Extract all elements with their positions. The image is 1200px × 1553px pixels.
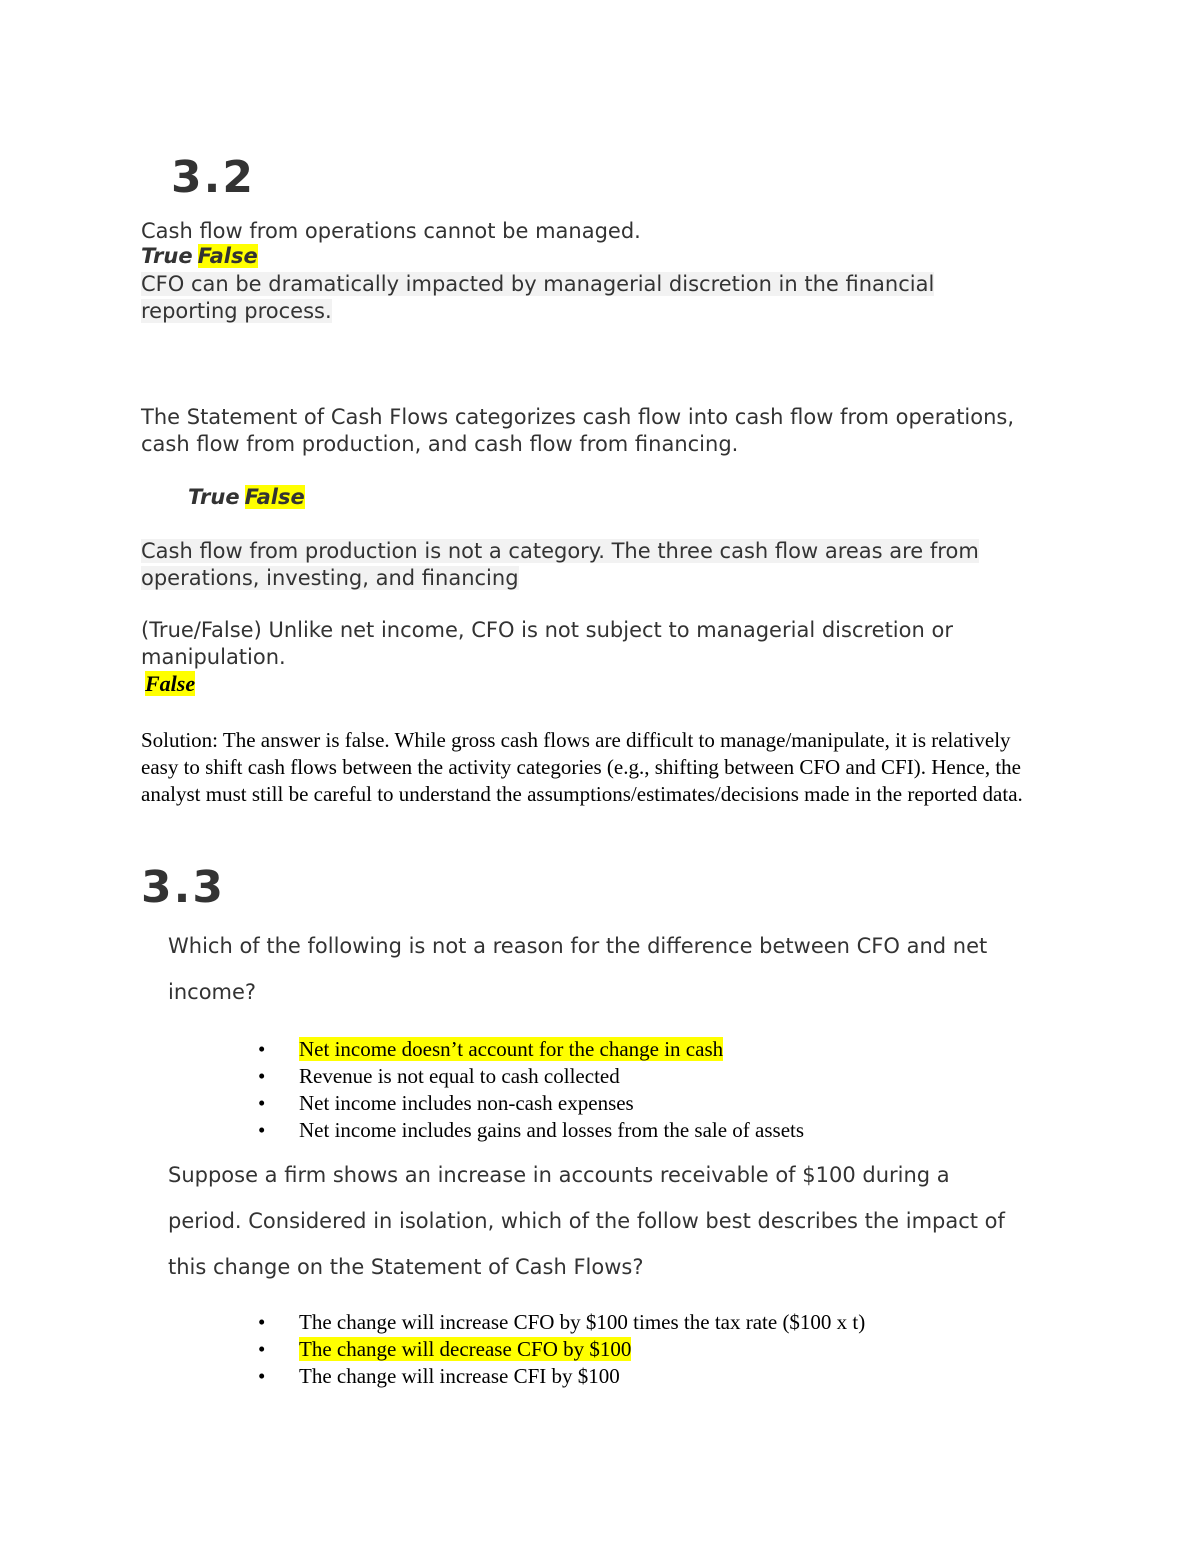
option-false-highlighted: False [197,244,258,268]
options-list-1 [258,1036,804,1144]
option-false-highlighted: False [244,485,305,509]
question-cfo-manipulation: (True/False) Unlike net income, CFO is not subject to managerial discretion or manipulation. [141,618,953,669]
question-cfo-vs-net-income: Which of the following is not a reason for the difference between CFO and net income? [168,934,988,1004]
option-item: • The change will increase CFO by $100 times the tax rate ($100 x t) [258,1310,866,1334]
answer-false: False [145,671,196,696]
bullet: • [258,1337,266,1361]
question-cash-flow-categories: The Statement of Cash Flows categorizes cash flow into cash flow from operations, cash flow from production, and cash flow from financing. [141,405,1015,456]
explanation-cash-flow-categories: Cash flow from production is not a category. The three cash flow areas are from operations, investing, and financing [141,539,979,590]
bullet: • [258,1064,266,1088]
bullet: • [258,1037,266,1061]
option-true: True [141,244,193,268]
bullet: • [258,1310,266,1334]
section-heading-3-2: 3.2 [171,152,255,203]
option-true: True [188,485,240,509]
option-item: • The change will decrease CFO by $100 [258,1337,632,1361]
true-false-options-1 [141,244,258,268]
bullet: • [258,1091,266,1115]
option-item: • The change will increase CFI by $100 [258,1364,620,1388]
section-heading-3-3: 3.3 [141,862,225,913]
option-item: • Net income includes gains and losses from the sale of assets [258,1118,805,1142]
solution-text: Solution: The answer is false. While gross cash flows are difficult to manage/manipulate, it is relatively easy to shift cash flows between the activity categories (e.g., shifting between CFO and CFI). Hence, the analyst must still be careful to understand the assumptions/estimates/decisions made in the reported data. [141,728,1023,806]
explanation-cfo-discretion: CFO can be dramatically impacted by managerial discretion in the financial reporting process. [141,272,935,323]
question-cfo-managed: Cash flow from operations cannot be managed. [141,219,641,243]
option-item: • Revenue is not equal to cash collected [258,1064,620,1088]
true-false-options-2 [188,485,305,509]
bullet: • [258,1364,266,1388]
option-item: • Net income includes non-cash expenses [258,1091,634,1115]
question-accounts-receivable: Suppose a firm shows an increase in accounts receivable of $100 during a period. Considered in isolation, which of the follow best describes the impact of this change on the Statement of Cash Flows? [168,1163,1005,1279]
options-list-2 [258,1309,865,1390]
bullet: • [258,1118,266,1142]
option-item: • Net income doesn’t account for the change in cash [258,1037,724,1061]
